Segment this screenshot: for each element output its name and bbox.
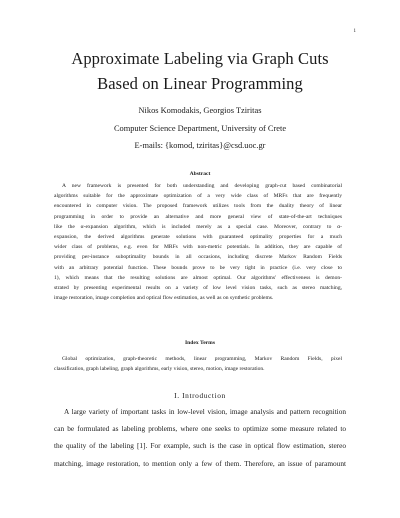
intro-line: matching, image restoration, to mention only a few of them. Therefore, an issue of paramount <box>54 458 346 468</box>
page-number: 1 <box>353 29 356 34</box>
index-terms-body <box>54 354 342 374</box>
abstract-line: strated by presenting experimental results on a variety of low level vision tasks, such as stereo matching, <box>54 284 342 291</box>
abstract-heading: Abstract <box>189 171 211 177</box>
abstract-line: programming in order to provide an alternative and more general view of state-of-the-art techniques <box>54 213 342 220</box>
affiliation: Computer Science Department, University of Crete <box>113 124 287 133</box>
paper-title-line-2: Based on Linear Programming <box>97 74 303 93</box>
author-emails: E-mails: {komod, tziritas}@csd.uoc.gr <box>134 141 266 150</box>
abstract-line: expansion, the derived algorithms generate solutions with guaranteed optimality properties for a much <box>54 233 342 240</box>
index-terms-line: Global optimization, graph-theoretic methods, linear programming, Markov Random Fields, pixel <box>62 356 342 362</box>
abstract-line: with an arbitrary potential function. These bounds prove to be very tight in practice (i.e. very close to <box>54 264 342 271</box>
intro-line: the quality of the labeling [1]. For example, such is the case in optical flow estimation, stereo <box>54 441 346 451</box>
abstract-line: wider class of problems, e.g. even for MRFs with non-metric potentials. In addition, they are capable of <box>54 244 342 251</box>
paper-title-line-1: Approximate Labeling via Graph Cuts <box>71 49 329 68</box>
abstract-line: encountered in computer vision. The proposed framework utilizes tools from the duality theory of linear <box>54 203 342 210</box>
index-terms-heading: Index Terms <box>185 340 215 346</box>
abstract-line: A new framework is presented for both understanding and developing graph-cut based combinatorial <box>62 183 342 189</box>
introduction-body <box>54 403 346 472</box>
abstract-line: providing per-instance suboptimality bounds in all occasions, including discrete Markov Random Fields <box>54 254 342 261</box>
intro-line: A large variety of important tasks in low-level vision, image analysis and pattern recognition <box>64 407 346 416</box>
abstract-line: 1), which means that the resulting solutions are almost optimal. Our algorithms' effectiveness is demon- <box>54 274 342 281</box>
abstract-line: algorithms suitable for the approximate optimization of a very wide class of MRFs that are frequently <box>54 193 342 200</box>
abstract-line: image restoration, image completion and optical flow estimation, as well as on synthetic problems. <box>54 295 274 302</box>
index-terms-line: classification, graph labeling, graph algorithms, early vision, stereo, motion, image restoration. <box>54 366 265 373</box>
authors: Nikos Komodakis, Georgios Tziritas <box>138 106 262 115</box>
intro-line: can be formulated as labeling problems, where one seeks to optimize some measure related to <box>54 424 346 434</box>
abstract-line: like the α-expansion algorithm, which is included merely as a special case. Moreover, contrary to α- <box>54 223 342 230</box>
abstract-body <box>54 181 342 303</box>
introduction-heading: I. Introduction <box>174 391 226 400</box>
